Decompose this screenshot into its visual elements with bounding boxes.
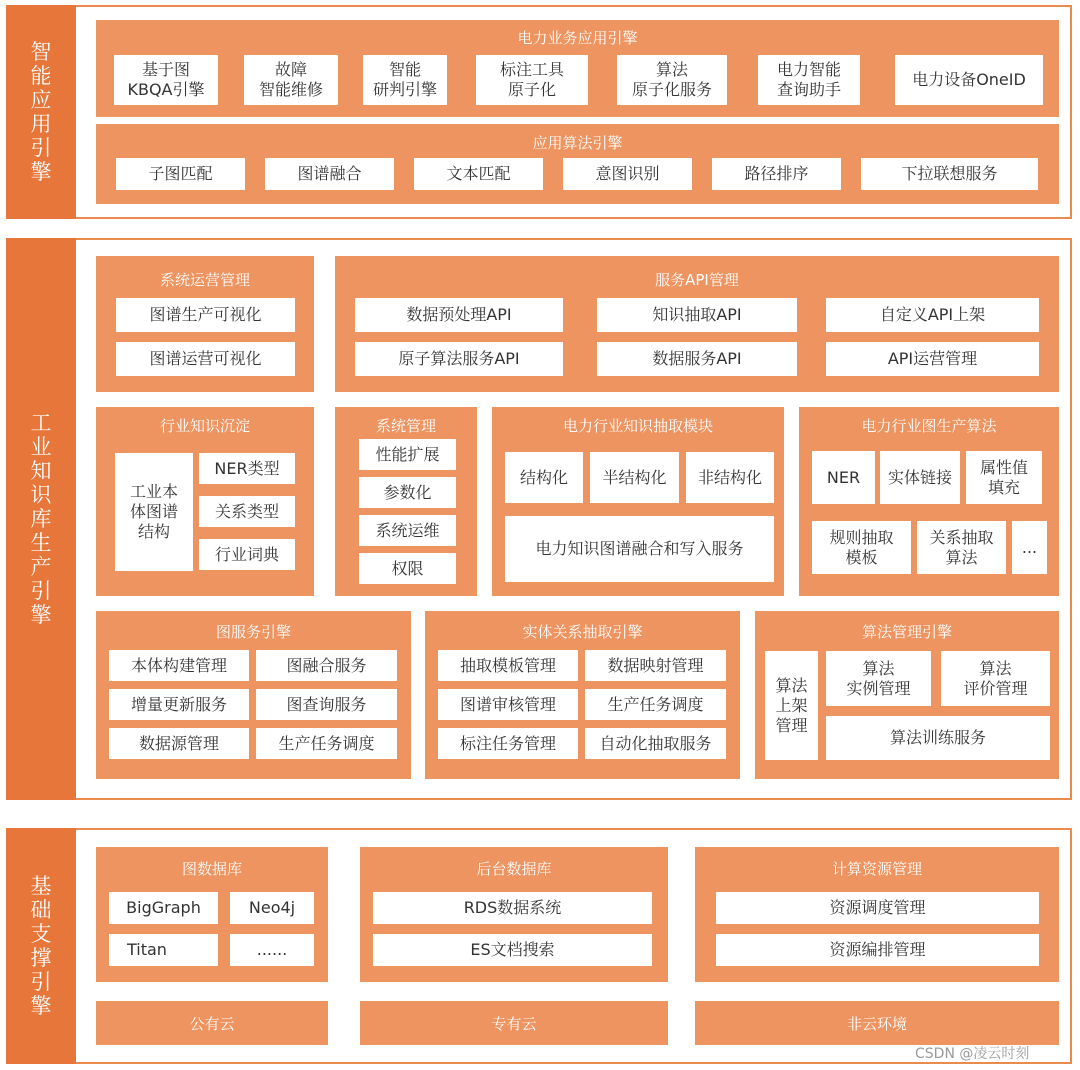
item-power-query-assistant: 电力智能 查询助手 xyxy=(758,55,860,105)
item-ontology-structure: 工业本 体图谱 结构 xyxy=(115,453,193,571)
item-system-ops: 系统运维 xyxy=(359,515,456,546)
item-auto-extraction-service: 自动化抽取服务 xyxy=(585,728,726,759)
item-algo-instance-mgmt: 算法 实例管理 xyxy=(826,651,931,706)
item-production-scheduling-b: 生产任务调度 xyxy=(585,689,726,720)
service-api-title: 服务API管理 xyxy=(655,271,739,289)
item-labeling-task-mgmt: 标注任务管理 xyxy=(438,728,578,759)
item-data-mapping-mgmt: 数据映射管理 xyxy=(585,650,726,681)
item-graph-review-mgmt: 图谱审核管理 xyxy=(438,689,578,720)
graph-db-title: 图数据库 xyxy=(181,860,242,878)
item-unstructured: 非结构化 xyxy=(686,452,774,503)
item-graph-db-more: ...... xyxy=(230,934,314,966)
item-data-preprocess-api: 数据预处理API xyxy=(355,298,563,332)
item-attribute-filling: 属性值 填充 xyxy=(966,451,1042,504)
item-atomic-algo-api: 原子算法服务API xyxy=(355,342,563,376)
item-subgraph-match: 子图匹配 xyxy=(116,158,245,190)
item-rule-extraction-template: 规则抽取 模板 xyxy=(812,521,911,574)
item-more: ... xyxy=(1012,521,1047,574)
item-resource-orchestration: 资源编排管理 xyxy=(716,934,1039,966)
item-production-scheduling-a: 生产任务调度 xyxy=(256,728,397,759)
item-kg-fusion-write: 电力知识图谱融合和写入服务 xyxy=(505,516,774,582)
label-intelligent-app-engine: 智能应用引擎 xyxy=(6,5,76,219)
item-biggraph: BigGraph xyxy=(109,892,218,924)
item-ner: NER xyxy=(812,451,875,504)
power-business-engine-title: 电力业务应用引擎 xyxy=(517,29,638,47)
item-knowledge-extract-api: 知识抽取API xyxy=(597,298,797,332)
item-dropdown-suggest: 下拉联想服务 xyxy=(861,158,1038,190)
compute-title: 计算资源管理 xyxy=(831,860,922,878)
item-graph-production-vis: 图谱生产可视化 xyxy=(116,298,295,332)
item-api-operation: API运营管理 xyxy=(826,342,1039,376)
label-industrial-kb-engine: 工业知识库生产引擎 xyxy=(6,238,76,800)
algo-mgmt-title: 算法管理引擎 xyxy=(861,623,952,641)
item-power-oneid: 电力设备OneID xyxy=(895,55,1043,105)
item-semi-structured: 半结构化 xyxy=(590,452,679,503)
item-graph-query: 图查询服务 xyxy=(256,689,397,720)
item-algo-atomic-service: 算法 原子化服务 xyxy=(617,55,727,105)
label-base-support-engine: 基础支撑引擎 xyxy=(6,828,76,1064)
item-rds: RDS数据系统 xyxy=(373,892,652,924)
item-graph-fusion: 图谱融合 xyxy=(265,158,394,190)
item-labeling-tool: 标注工具 原子化 xyxy=(476,55,588,105)
item-titan: Titan xyxy=(109,934,218,966)
item-resource-scheduling: 资源调度管理 xyxy=(716,892,1039,924)
item-public-cloud: 公有云 xyxy=(96,1001,328,1045)
item-algo-evaluation-mgmt: 算法 评价管理 xyxy=(941,651,1050,706)
item-neo4j: Neo4j xyxy=(230,892,314,924)
item-kbqa-engine: 基于图 KBQA引擎 xyxy=(114,55,218,105)
system-mgmt-title: 系统管理 xyxy=(375,417,436,435)
item-extraction-template-mgmt: 抽取模板管理 xyxy=(438,650,578,681)
item-incremental-update: 增量更新服务 xyxy=(109,689,249,720)
industry-knowledge-title: 行业知识沉淀 xyxy=(159,417,250,435)
item-structured: 结构化 xyxy=(505,452,583,503)
entity-relation-title: 实体关系抽取引擎 xyxy=(522,623,643,641)
item-graph-operation-vis: 图谱运营可视化 xyxy=(116,342,295,376)
item-permissions: 权限 xyxy=(359,553,456,584)
item-graph-fusion-service: 图融合服务 xyxy=(256,650,397,681)
watermark: CSDN @凌云时刻 xyxy=(915,1046,1030,1062)
item-relation-type: 关系类型 xyxy=(199,496,295,527)
item-intelligent-judgement: 智能 研判引擎 xyxy=(363,55,447,105)
item-entity-linking: 实体链接 xyxy=(880,451,960,504)
item-data-service-api: 数据服务API xyxy=(597,342,797,376)
power-extraction-title: 电力行业知识抽取模块 xyxy=(562,417,713,435)
item-custom-api: 自定义API上架 xyxy=(826,298,1039,332)
item-fault-maintenance: 故障 智能维修 xyxy=(244,55,338,105)
item-private-cloud: 专有云 xyxy=(360,1001,668,1045)
power-graph-algo-title: 电力行业图生产算法 xyxy=(861,417,997,435)
graph-service-title: 图服务引擎 xyxy=(215,623,291,641)
backend-db-title: 后台数据库 xyxy=(476,860,552,878)
item-algo-training-service: 算法训练服务 xyxy=(826,716,1050,760)
item-ner-type: NER类型 xyxy=(199,453,295,484)
item-text-match: 文本匹配 xyxy=(414,158,543,190)
app-algorithm-engine-title: 应用算法引擎 xyxy=(532,134,623,152)
item-intent-recognition: 意图识别 xyxy=(563,158,692,190)
item-algo-listing-mgmt: 算法 上架 管理 xyxy=(765,651,818,760)
item-path-ranking: 路径排序 xyxy=(712,158,841,190)
item-non-cloud: 非云环境 xyxy=(695,1001,1059,1045)
system-ops-title: 系统运营管理 xyxy=(159,271,250,289)
item-performance-scaling: 性能扩展 xyxy=(359,439,456,470)
item-es-search: ES文档搜索 xyxy=(373,934,652,966)
item-datasource-mgmt: 数据源管理 xyxy=(109,728,249,759)
item-industry-dictionary: 行业词典 xyxy=(199,539,295,570)
item-ontology-build: 本体构建管理 xyxy=(109,650,249,681)
item-relation-extraction-algo: 关系抽取 算法 xyxy=(917,521,1006,574)
item-parameterization: 参数化 xyxy=(359,477,456,508)
